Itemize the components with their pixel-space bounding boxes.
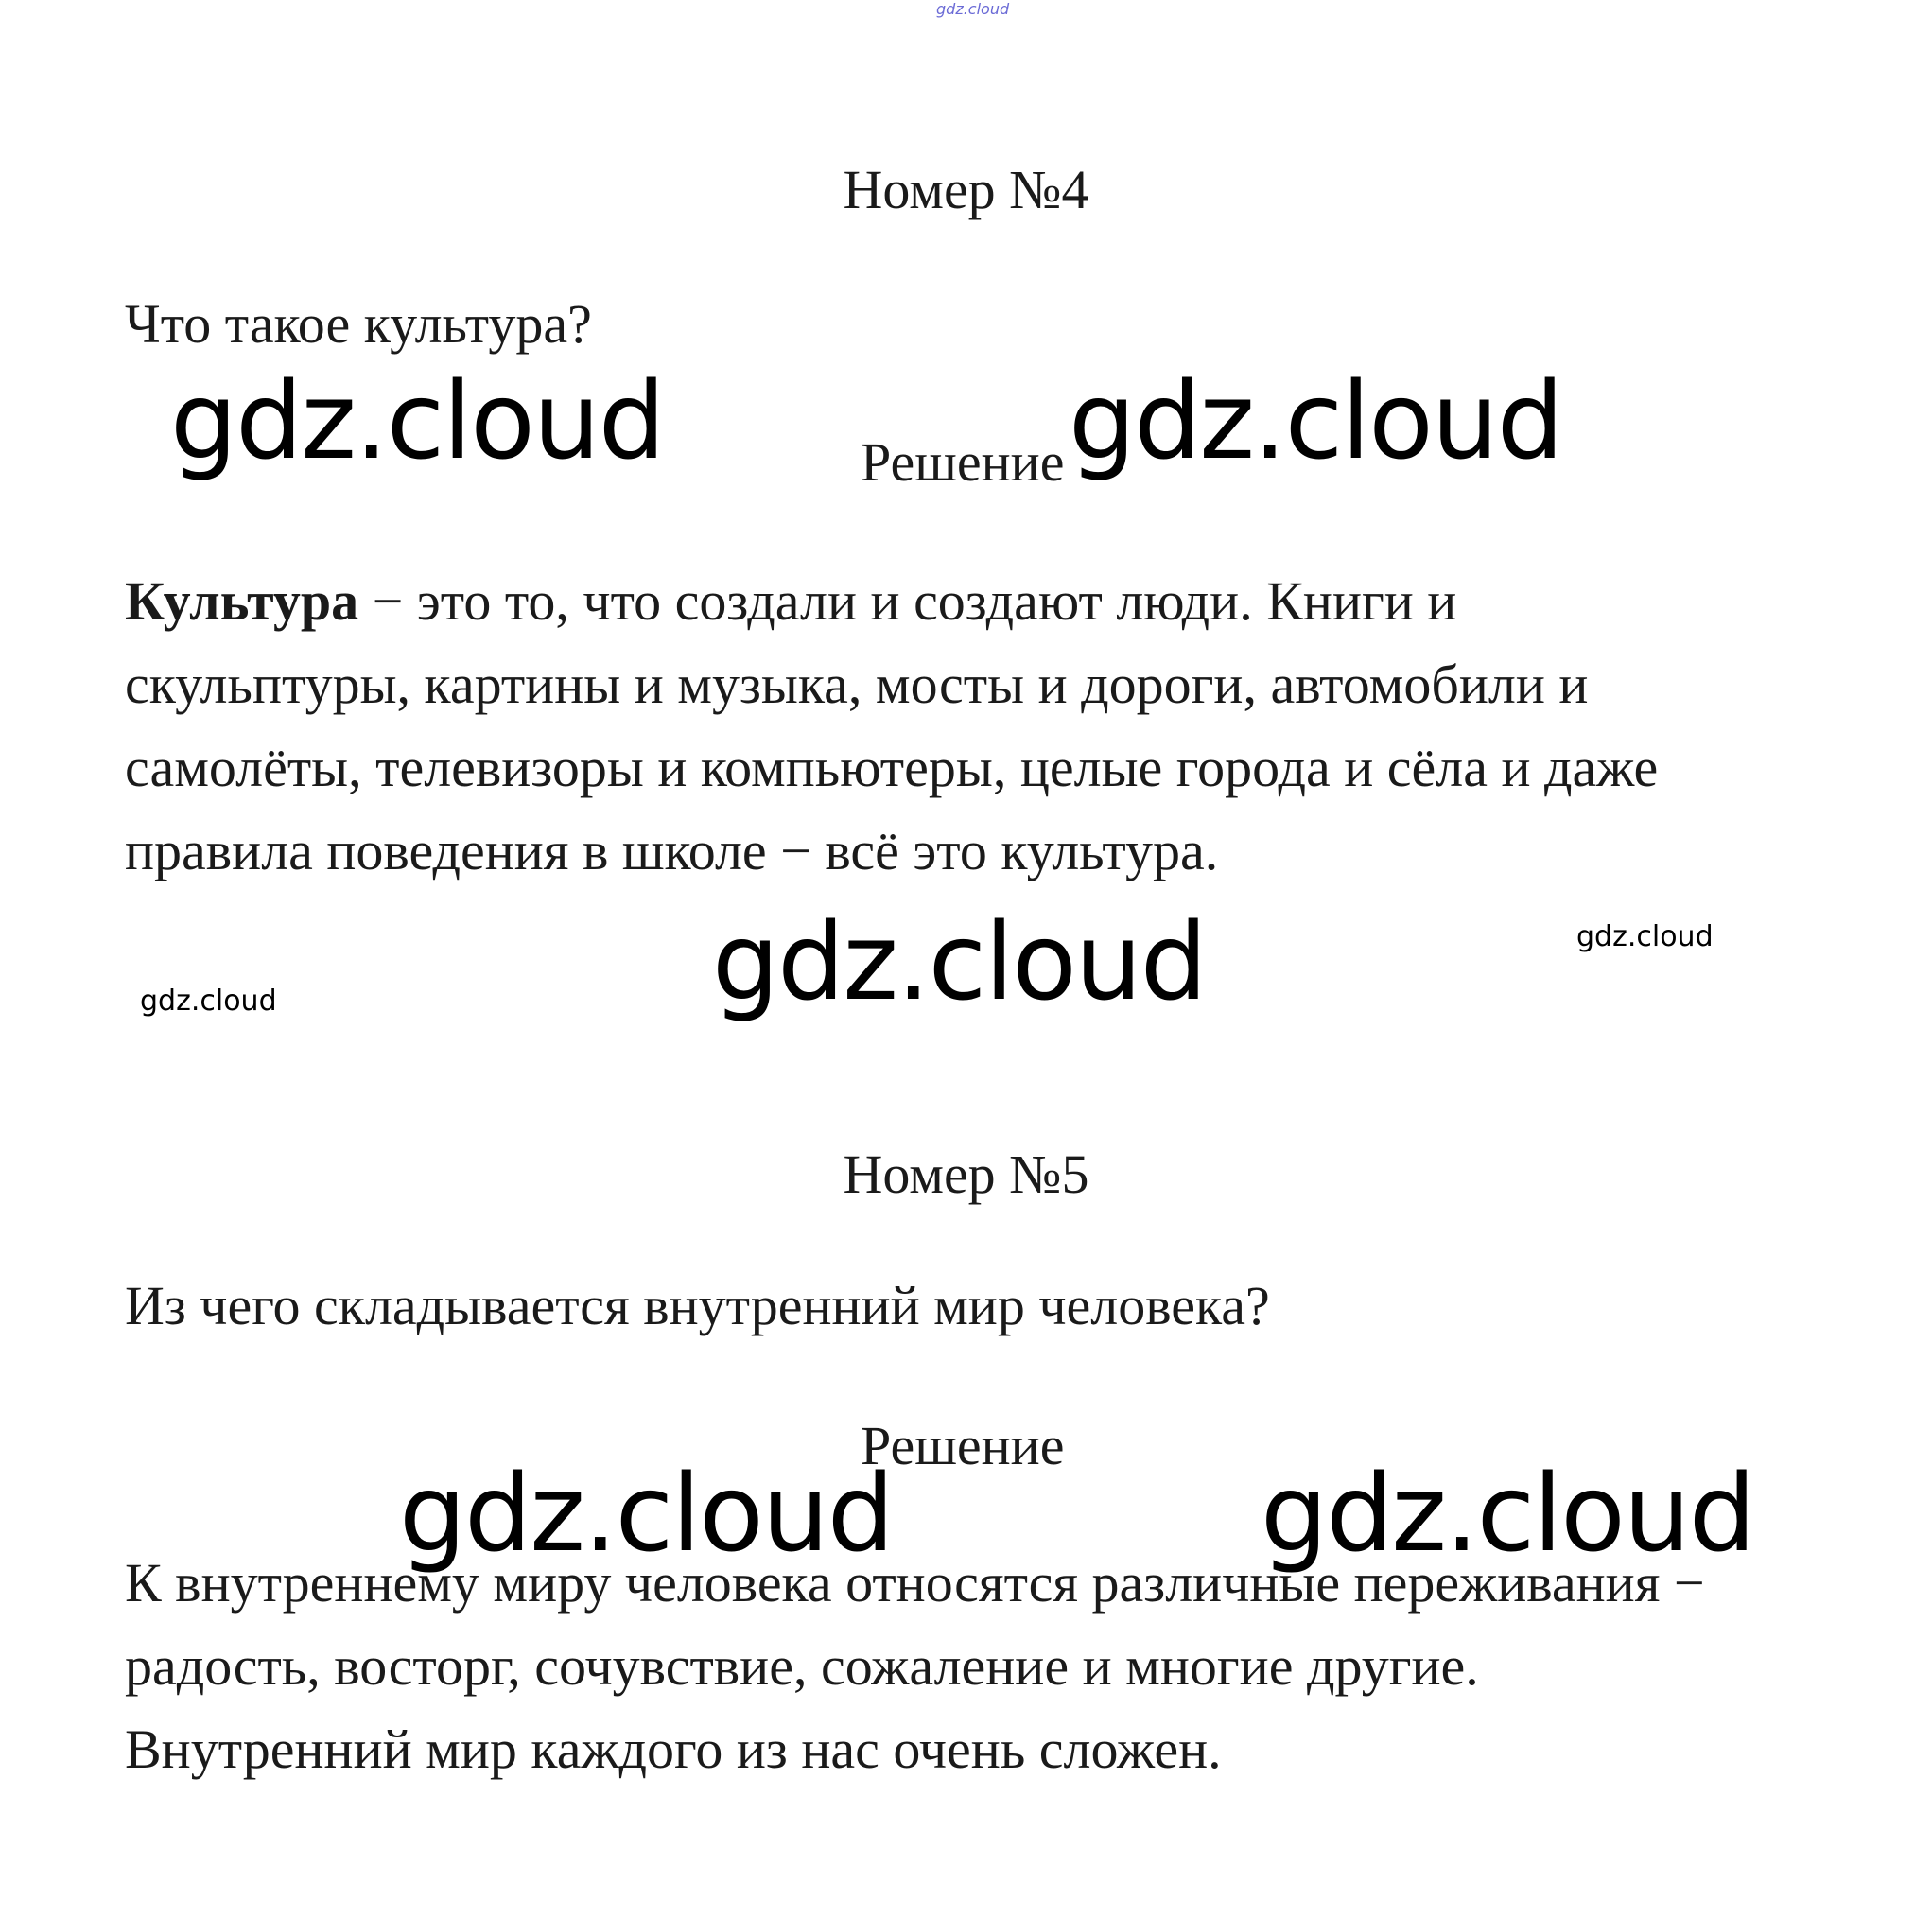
section5-answer-line-2: радость, восторг, сочувствие, сожаление и многие другие. bbox=[125, 1635, 1479, 1697]
watermark-2: gdz.cloud bbox=[1069, 360, 1562, 483]
section5-answer bbox=[125, 1542, 1855, 1791]
watermark-4: gdz.cloud bbox=[1576, 920, 1714, 953]
section5-answer-line-1: К внутреннему миру человека относятся различные переживания − bbox=[125, 1552, 1705, 1614]
watermark-top: gdz.cloud bbox=[936, 0, 1010, 18]
watermark-6: gdz.cloud bbox=[399, 1453, 893, 1576]
section4-question: Что такое культура? bbox=[125, 293, 592, 355]
section4-answer bbox=[125, 560, 1855, 893]
watermark-7: gdz.cloud bbox=[1261, 1453, 1754, 1576]
section5-solution-label: Решение bbox=[861, 1415, 1065, 1476]
section5-heading: Номер №5 bbox=[843, 1143, 1089, 1205]
section4-answer-line-3: самолёты, телевизоры и компьютеры, целые города и сёла и даже bbox=[125, 737, 1659, 798]
section5-answer-line-3: Внутренний мир каждого из нас очень сложен. bbox=[125, 1718, 1222, 1780]
section4-answer-line-2: скульптуры, картины и музыка, мосты и дороги, автомобили и bbox=[125, 654, 1589, 715]
section4-answer-term: Культура bbox=[125, 570, 359, 632]
watermark-5: gdz.cloud bbox=[140, 985, 277, 1018]
section4-solution-label: Решение bbox=[861, 431, 1065, 493]
section4-heading: Номер №4 bbox=[843, 159, 1089, 220]
section5-question: Из чего складывается внутренний мир человека? bbox=[125, 1275, 1270, 1336]
watermark-3: gdz.cloud bbox=[712, 901, 1206, 1024]
watermark-1: gdz.cloud bbox=[170, 360, 664, 483]
section4-answer-line-4: правила поведения в школе − всё это культура. bbox=[125, 820, 1219, 881]
section4-answer-line-1: Культура − это то, что создали и создают люди. Книги и bbox=[125, 570, 1457, 632]
